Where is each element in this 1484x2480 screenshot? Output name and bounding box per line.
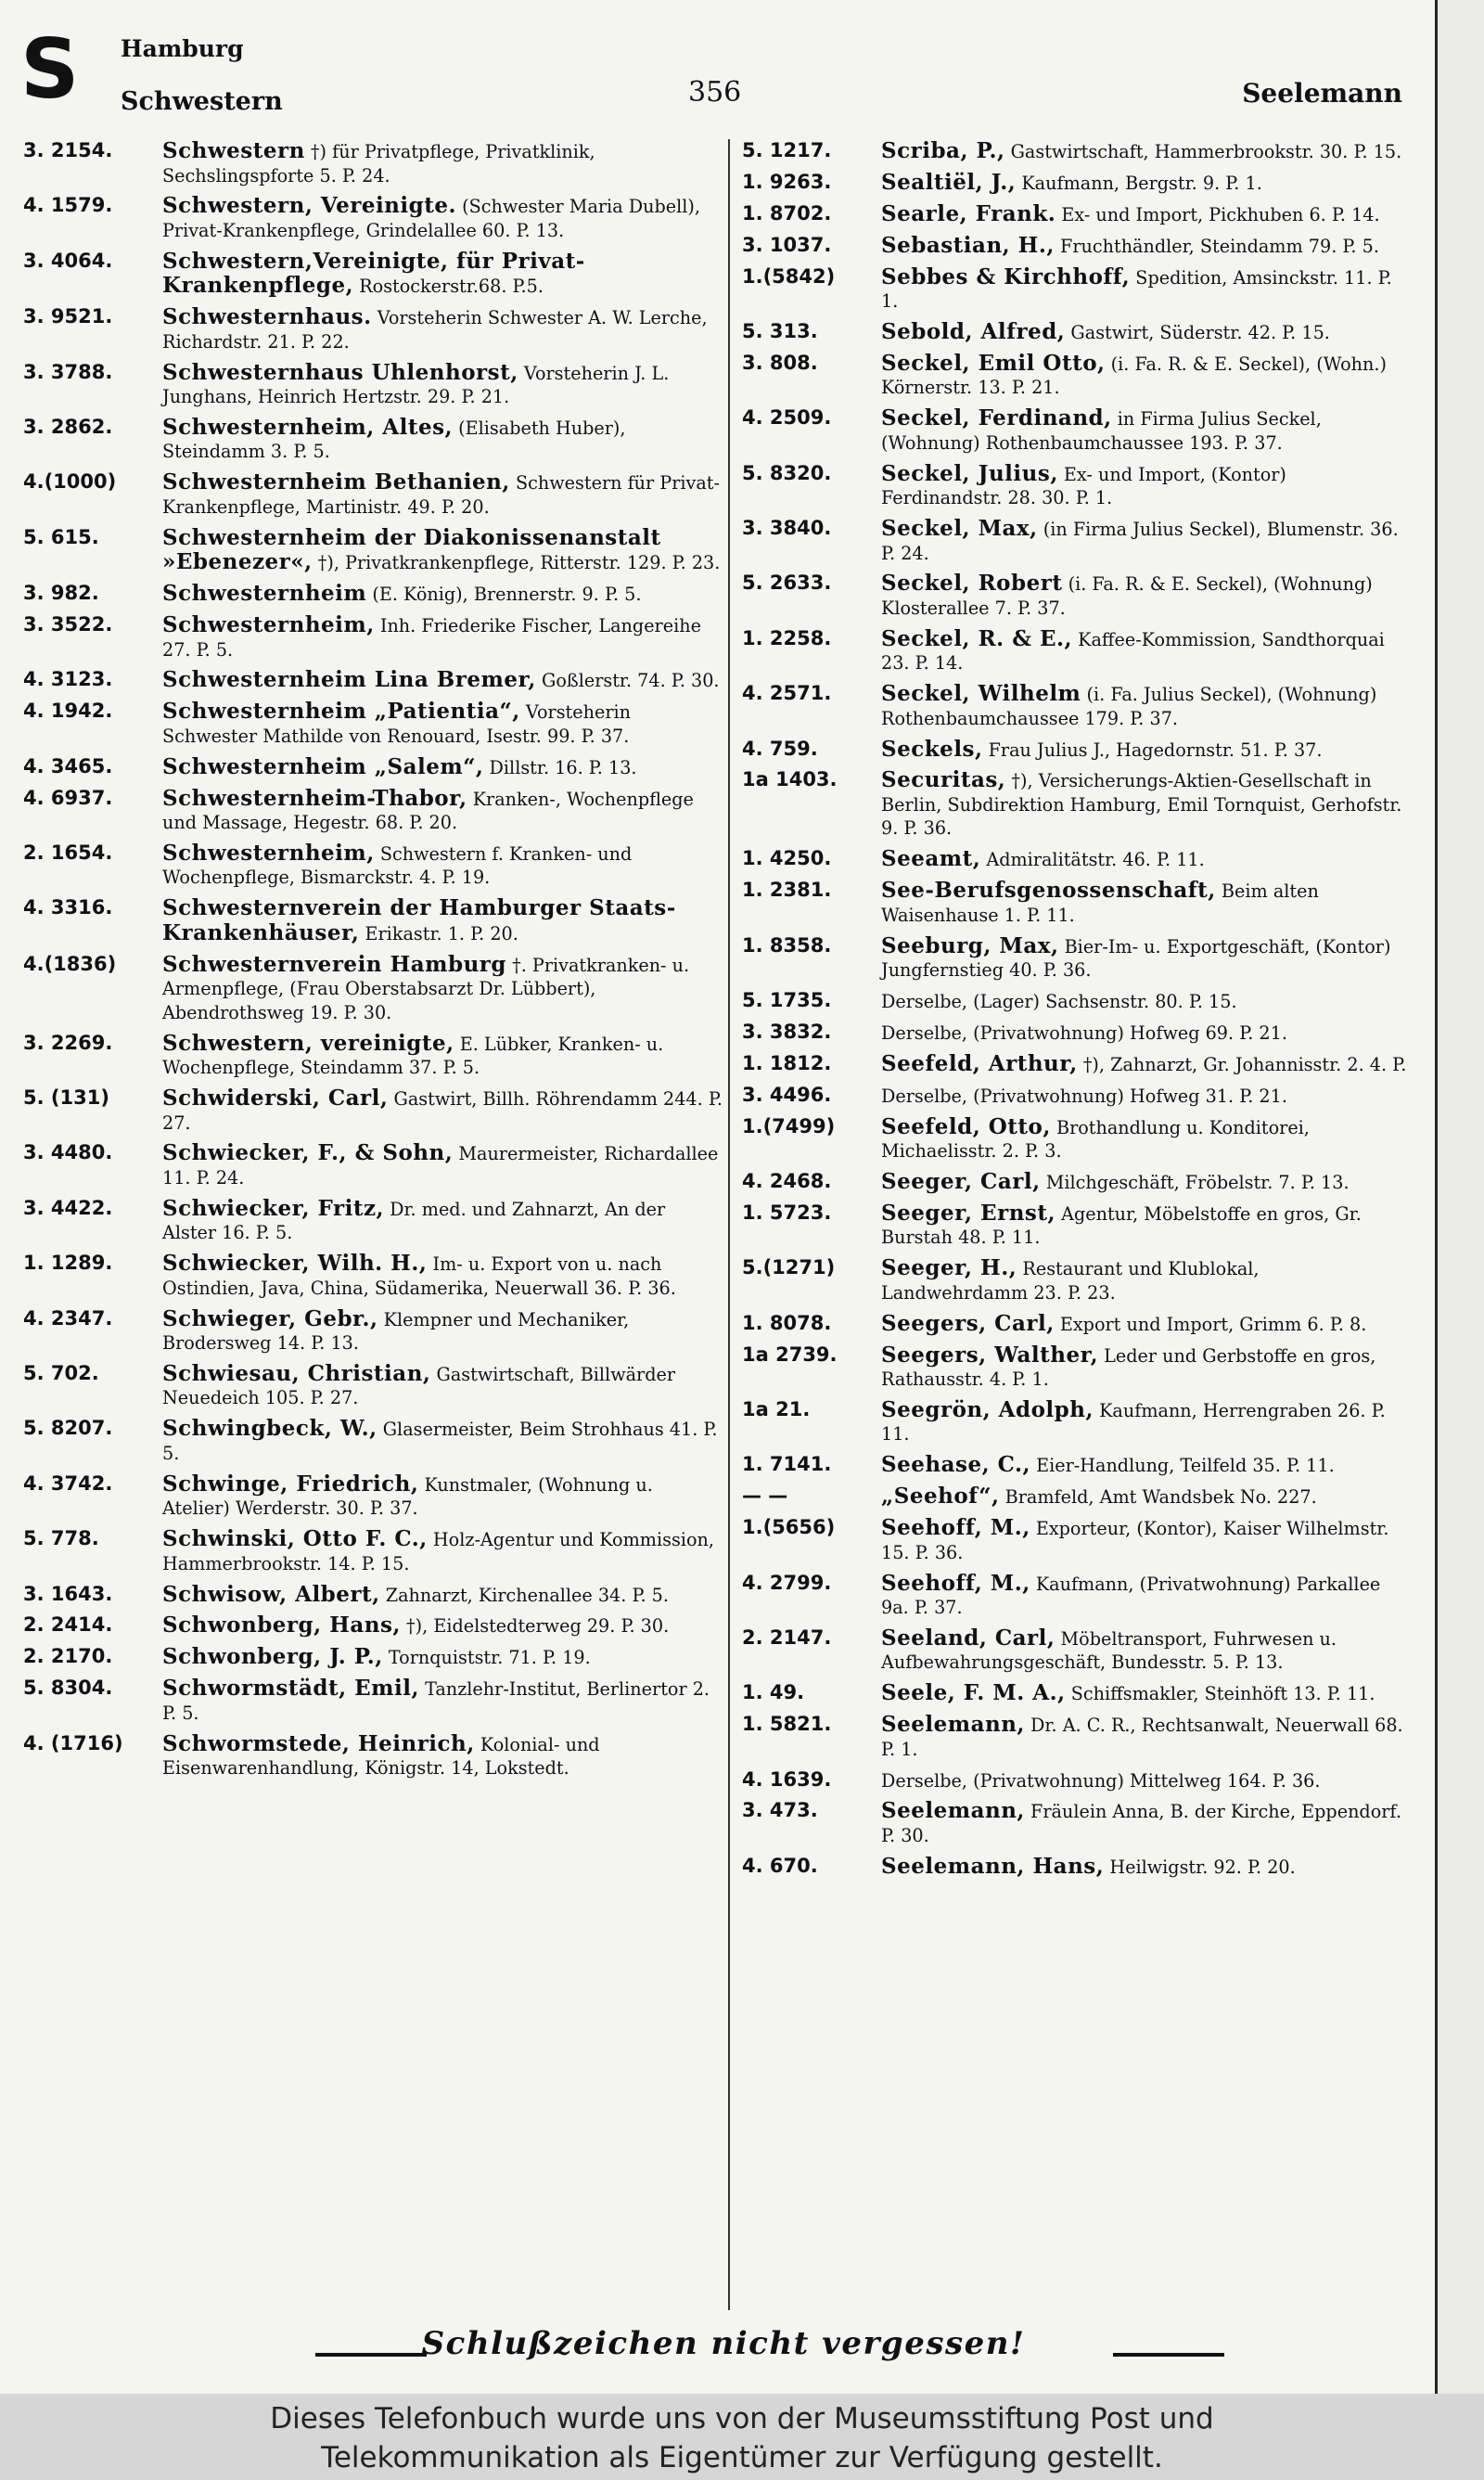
page-header bbox=[20, 21, 1402, 130]
directory-entry bbox=[742, 934, 1408, 983]
entry-name: Seeger, Carl, bbox=[881, 1168, 1041, 1194]
entry-name: Schwinge, Friedrich, bbox=[162, 1471, 419, 1497]
directory-entry bbox=[23, 1677, 723, 1725]
entry-details: †), Eidelstedterweg 29. P. 30. bbox=[400, 1615, 670, 1638]
directory-entry bbox=[23, 194, 723, 242]
entry-details: Schiffsmakler, Steinhöft 13. P. 11. bbox=[1065, 1683, 1375, 1705]
directory-entry bbox=[23, 755, 723, 780]
phone-number: 1. 49. bbox=[742, 1681, 805, 1704]
phone-number: 5. 1217. bbox=[742, 139, 832, 161]
ownership-notice bbox=[0, 2394, 1484, 2480]
directory-entry bbox=[23, 139, 723, 187]
entry-name: Schwinski, Otto F. C., bbox=[162, 1526, 428, 1552]
entry-name: Seckel, Max, bbox=[881, 516, 1038, 542]
directory-entry bbox=[742, 1713, 1408, 1761]
phone-number: 1. 5723. bbox=[742, 1201, 832, 1224]
entry-name: Seckel, Emil Otto, bbox=[881, 350, 1106, 376]
phone-number: 4. 2347. bbox=[23, 1306, 113, 1330]
phone-number: 5.(1271) bbox=[742, 1256, 836, 1279]
header-first-entry: Schwestern bbox=[121, 87, 283, 116]
phone-number: 3. 2862. bbox=[23, 415, 113, 438]
entry-name: Schwesternheim, bbox=[162, 840, 375, 866]
directory-entry bbox=[23, 787, 723, 835]
entry-name: Schwestern, vereinigte, bbox=[162, 1030, 454, 1056]
directory-entry bbox=[742, 572, 1408, 620]
phone-number: 5. 1735. bbox=[742, 989, 832, 1012]
directory-entry bbox=[742, 682, 1408, 730]
phone-number: 4. 2509. bbox=[742, 406, 832, 430]
directory-entry bbox=[742, 1626, 1408, 1675]
entry-details: Milchgeschäft, Fröbelstr. 7. P. 13. bbox=[1040, 1171, 1350, 1193]
entry-details: Schwestern für Privat-Krankenpflege, Martinistr. 49. P. 20. bbox=[162, 472, 720, 518]
entry-name: Seeger, H., bbox=[881, 1255, 1017, 1281]
entry-name: Sebastian, H., bbox=[881, 232, 1055, 258]
entry-details: Fräulein Anna, B. der Kirche, Eppendorf. P. 30. bbox=[881, 1801, 1401, 1846]
entry-name: Schwesternverein Hamburg bbox=[162, 951, 507, 977]
entry-details: (i. Fa. R. & E. Seckel), (Wohn.) Körnerstr. 13. P. 21. bbox=[881, 353, 1387, 399]
directory-entry bbox=[742, 1201, 1408, 1250]
entry-details: (Schwester Maria Dubell), Privat-Krankenpflege, Grindelallee 60. P. 13. bbox=[162, 196, 700, 241]
entry-name: Seefeld, Arthur, bbox=[881, 1050, 1078, 1076]
entry-name: Schwesternhaus. bbox=[162, 304, 372, 330]
column-divider bbox=[728, 139, 730, 2310]
entry-details: Im- u. Export von u. nach Ostindien, Java, China, Südamerika, Neuerwall 36. P. 36. bbox=[162, 1253, 676, 1299]
entry-details: Dillstr. 16. P. 13. bbox=[483, 756, 637, 778]
phone-number: 3. 1643. bbox=[23, 1582, 113, 1605]
phone-number: 4. (1716) bbox=[23, 1731, 123, 1754]
entry-name: Schwormstädt, Emil, bbox=[162, 1676, 419, 1702]
entry-details: Maurermeister, Richardallee 11. P. 24. bbox=[162, 1143, 719, 1189]
entry-name: Seckel, Wilhelm bbox=[881, 681, 1081, 707]
phone-number: 5. 8304. bbox=[23, 1677, 113, 1700]
entry-details: Klempner und Mechaniker, Brodersweg 14. P. 13. bbox=[162, 1308, 630, 1355]
phone-number: 4. 3316. bbox=[23, 896, 113, 919]
phone-number: 3. 3522. bbox=[23, 613, 113, 636]
entry-name: Schwingbeck, W., bbox=[162, 1416, 377, 1442]
entry-details: †), Privatkrankenpflege, Ritterstr. 129. P. 23. bbox=[312, 552, 721, 574]
entry-name: Seeamt, bbox=[881, 846, 981, 872]
entry-name: Schwiesau, Christian, bbox=[162, 1360, 431, 1386]
phone-number: 3. 4480. bbox=[23, 1141, 113, 1164]
entry-name: Schwiecker, Fritz, bbox=[162, 1195, 385, 1221]
directory-entry bbox=[742, 1170, 1408, 1195]
entry-details: Vorsteherin Schwester Mathilde von Renouard, Isestr. 99. P. 37. bbox=[162, 701, 631, 747]
entry-details: Kaufmann, Herrengraben 26. P. 11. bbox=[881, 1399, 1386, 1446]
entry-details: Zahnarzt, Kirchenallee 34. P. 5. bbox=[379, 1584, 669, 1606]
entry-details: Kunstmaler, (Wohnung u. Atelier) Werderstr. 30. P. 37. bbox=[162, 1473, 653, 1520]
directory-entry bbox=[742, 768, 1408, 841]
phone-number: 5. (131) bbox=[23, 1086, 109, 1110]
entry-details: Leder und Gerbstoffe en gros, Rathausstr. 4. P. 1. bbox=[881, 1344, 1376, 1391]
phone-number: 1a 1403. bbox=[742, 768, 838, 791]
directory-entry bbox=[23, 1141, 723, 1189]
directory-entry bbox=[23, 1732, 723, 1780]
entry-name: Seehase, C., bbox=[881, 1452, 1031, 1478]
directory-entry bbox=[23, 668, 723, 693]
directory-entry bbox=[23, 1583, 723, 1608]
directory-entry bbox=[742, 1453, 1408, 1478]
directory-entry bbox=[742, 1681, 1408, 1706]
phone-number: 4. 3742. bbox=[23, 1471, 113, 1495]
entry-name: Schwesternheim Bethanien, bbox=[162, 469, 510, 495]
directory-entry bbox=[742, 627, 1408, 675]
entry-details: Exporteur, (Kontor), Kaiser Wilhelmstr. 15. P. 36. bbox=[881, 1518, 1389, 1563]
directory-entry bbox=[742, 1799, 1408, 1847]
phone-number: 3. 9521. bbox=[23, 305, 113, 328]
phone-number: 3. 4064. bbox=[23, 249, 113, 272]
entry-details: †) für Privatpflege, Privatklinik, Sechslingspforte 5. P. 24. bbox=[162, 141, 595, 186]
directory-entry bbox=[23, 842, 723, 890]
entry-details: Agentur, Möbelstoffe en gros, Gr. Burstah 48. P. 11. bbox=[881, 1202, 1362, 1249]
entry-name: Searle, Frank. bbox=[881, 200, 1056, 226]
entry-name: Schwesternheim der Diakonissenanstalt »Ebenezer«, bbox=[162, 524, 661, 575]
directory-entry bbox=[742, 1084, 1408, 1109]
entry-details: Gastwirt, Billh. Röhrendamm 244. P. 27. bbox=[162, 1088, 723, 1134]
phone-number: 1. 8078. bbox=[742, 1311, 832, 1334]
phone-number: 4.(1000) bbox=[23, 470, 117, 494]
entry-name: Schwesternheim, Altes, bbox=[162, 414, 454, 440]
entry-name: Sealtiël, J., bbox=[881, 169, 1017, 195]
entry-name: Schwisow, Albert, bbox=[162, 1581, 380, 1607]
entry-details: Vorsteherin J. L. Junghans, Heinrich Hertzstr. 29. P. 21. bbox=[162, 362, 670, 408]
entry-name: Seehoff, M., bbox=[881, 1515, 1030, 1541]
phone-number: 3. 1037. bbox=[742, 233, 832, 256]
entry-details: (i. Fa. R. & E. Seckel), (Wohnung) Klosterallee 7. P. 37. bbox=[881, 573, 1373, 619]
entry-name: Schwiecker, Wilh. H., bbox=[162, 1251, 428, 1277]
entry-name: Schwormstede, Heinrich, bbox=[162, 1730, 475, 1756]
directory-entry bbox=[23, 1472, 723, 1521]
directory-entry bbox=[742, 406, 1408, 455]
entry-name: Seegrön, Adolph, bbox=[881, 1396, 1094, 1422]
directory-entry bbox=[742, 1052, 1408, 1077]
phone-number: 1. 9263. bbox=[742, 170, 832, 193]
entry-details: Kaufmann, (Privatwohnung) Parkallee 9a. P. 37. bbox=[881, 1573, 1381, 1618]
phone-number: 2. 2147. bbox=[742, 1625, 832, 1649]
phone-number: 4. 2571. bbox=[742, 682, 832, 705]
entry-details: (E. König), Brennerstr. 9. P. 5. bbox=[366, 584, 642, 606]
entry-name: „Seehof“, bbox=[881, 1484, 1000, 1510]
directory-entry bbox=[742, 1115, 1408, 1163]
entry-details: Ex- und Import, Pickhuben 6. P. 14. bbox=[1055, 203, 1380, 225]
page-edge bbox=[1435, 0, 1484, 2394]
phone-number: 1. 4250. bbox=[742, 847, 832, 870]
directory-entry bbox=[742, 265, 1408, 314]
entry-details: (in Firma Julius Seckel), Blumenstr. 36. P. 24. bbox=[881, 519, 1399, 564]
entry-details: Spedition, Amsinckstr. 11. P. 1. bbox=[881, 266, 1392, 313]
entry-details: †), Zahnarzt, Gr. Johannisstr. 2. 4. P. bbox=[1077, 1053, 1407, 1075]
directory-entry bbox=[742, 139, 1408, 164]
directory-entry bbox=[23, 896, 723, 945]
entry-details: (Elisabeth Huber), Steindamm 3. P. 5. bbox=[162, 417, 626, 463]
entry-details: Holz-Agentur und Kommission, Hammerbrookstr. 14. P. 15. bbox=[162, 1529, 714, 1574]
phone-number: 1. 1289. bbox=[23, 1252, 113, 1275]
directory-entry bbox=[742, 320, 1408, 345]
entry-details: Derselbe, (Privatwohnung) Mittelweg 164. P. 36. bbox=[881, 1769, 1321, 1792]
phone-number: 3. 2154. bbox=[23, 139, 113, 161]
directory-entry bbox=[742, 1343, 1408, 1392]
phone-number: 3. 808. bbox=[742, 351, 818, 374]
entry-name: Seele, F. M. A., bbox=[881, 1680, 1066, 1706]
phone-number: 5. 2633. bbox=[742, 572, 832, 595]
entry-name: Sebold, Alfred, bbox=[881, 318, 1066, 344]
phone-number: 5. 702. bbox=[23, 1361, 99, 1384]
phone-number: 1. 8358. bbox=[742, 933, 832, 957]
entry-details: Beim alten Waisenhause 1. P. 11. bbox=[881, 880, 1319, 926]
phone-number: 5. 778. bbox=[23, 1527, 99, 1550]
phone-number: 5. 313. bbox=[742, 319, 818, 342]
entry-name: Schwonberg, Hans, bbox=[162, 1613, 401, 1638]
entry-name: Schwesternheim „Patientia“, bbox=[162, 699, 520, 725]
phone-number: 3. 4422. bbox=[23, 1196, 113, 1219]
entry-details: Kaufmann, Bergstr. 9. P. 1. bbox=[1016, 172, 1262, 194]
entry-name: Schwesternhaus Uhlenhorst, bbox=[162, 359, 518, 385]
directory-entry bbox=[23, 700, 723, 748]
entry-details: †), Versicherungs-Aktien-Gesellschaft in Berlin, Subdirektion Hamburg, Emil Tornquist, Gerhofstr. 9. P. 36. bbox=[881, 770, 1402, 840]
phone-number: 3. 3840. bbox=[742, 517, 832, 540]
entry-details: Heilwigstr. 92. P. 20. bbox=[1104, 1856, 1296, 1878]
directory-entry bbox=[742, 1256, 1408, 1304]
footer-rule-right bbox=[1113, 2353, 1224, 2357]
entry-name: Schwieger, Gebr., bbox=[162, 1305, 378, 1331]
phone-number: 4. 3465. bbox=[23, 754, 113, 777]
phone-number: 1.(5656) bbox=[742, 1516, 836, 1539]
directory-entry bbox=[23, 1645, 723, 1670]
entry-name: Seeburg, Max, bbox=[881, 932, 1059, 958]
directory-entry bbox=[23, 613, 723, 662]
directory-entry bbox=[742, 1516, 1408, 1564]
phone-number: 5. 615. bbox=[23, 525, 99, 548]
entry-name: Seegers, Carl, bbox=[881, 1310, 1055, 1336]
entry-name: Schwiecker, F., & Sohn, bbox=[162, 1140, 454, 1166]
directory-entry bbox=[23, 526, 723, 575]
entry-details: Derselbe, (Privatwohnung) Hofweg 31. P. 21. bbox=[881, 1085, 1287, 1107]
directory-entry bbox=[23, 582, 723, 607]
left-column bbox=[23, 139, 723, 2310]
phone-number: 2. 1654. bbox=[23, 841, 113, 864]
directory-entry bbox=[23, 250, 723, 299]
directory-entry bbox=[742, 1484, 1408, 1510]
entry-details: †. Privatkranken- u. Armenpflege, (Frau Oberstabsarzt Dr. Lübbert), Abendrothsweg 19. P. 30. bbox=[162, 954, 690, 1023]
entry-details: Frau Julius J., Hagedornstr. 51. P. 37. bbox=[982, 739, 1323, 761]
phone-number: 3. 982. bbox=[23, 582, 99, 605]
entry-details: Dr. med. und Zahnarzt, An der Alster 16. P. 5. bbox=[162, 1198, 666, 1244]
directory-entry bbox=[742, 1312, 1408, 1337]
phone-number: 3. 473. bbox=[742, 1799, 818, 1822]
directory-entry bbox=[742, 1855, 1408, 1880]
directory-entry bbox=[742, 352, 1408, 400]
entry-name: Schwesternheim-Thabor, bbox=[162, 785, 467, 811]
phone-number: 3. 4496. bbox=[742, 1083, 832, 1106]
entry-name: Schwesternverein der Hamburger Staats-Krankenhäuser, bbox=[162, 895, 676, 945]
phone-number: 4.(1836) bbox=[23, 952, 117, 975]
entry-name: Schwestern, Vereinigte. bbox=[162, 193, 456, 219]
entry-details: Erikastr. 1. P. 20. bbox=[359, 922, 518, 944]
directory-entry bbox=[23, 1613, 723, 1638]
entry-details: Restaurant und Klublokal, Landwehrdamm 23. P. 23. bbox=[881, 1258, 1260, 1304]
phone-number: 1a 2739. bbox=[742, 1343, 838, 1366]
directory-entry bbox=[23, 1527, 723, 1575]
entry-name: Seckels, bbox=[881, 736, 983, 762]
phone-number: 1. 8702. bbox=[742, 201, 832, 225]
entry-details: Vorsteherin Schwester A. W. Lerche, Richardstr. 21. P. 22. bbox=[162, 307, 708, 353]
directory-entry bbox=[23, 1086, 723, 1135]
entry-name: Schwonberg, J. P., bbox=[162, 1644, 383, 1670]
directory-entry bbox=[23, 1417, 723, 1465]
phone-number: 5. 8207. bbox=[23, 1417, 113, 1440]
phone-number: — — bbox=[742, 1484, 788, 1508]
directory-entry bbox=[23, 953, 723, 1025]
directory-entry bbox=[742, 1398, 1408, 1446]
entry-name: Seegers, Walther, bbox=[881, 1342, 1099, 1368]
directory-entry bbox=[23, 1307, 723, 1356]
entry-details: Fruchthändler, Steindamm 79. P. 5. bbox=[1054, 235, 1379, 257]
entry-name: Schwesternheim, bbox=[162, 612, 375, 638]
entry-details: Inh. Friederike Fischer, Langereihe 27. P. 5. bbox=[162, 615, 701, 661]
phone-number: 3. 3788. bbox=[23, 360, 113, 383]
directory-entry bbox=[742, 847, 1408, 872]
directory-entry bbox=[23, 1197, 723, 1245]
phone-number: 1.(5842) bbox=[742, 264, 836, 288]
directory-entry bbox=[742, 171, 1408, 196]
phone-number: 4. 6937. bbox=[23, 786, 113, 809]
entry-details: Brothandlung u. Konditorei, Michaelisstr. 2. P. 3. bbox=[881, 1116, 1310, 1163]
entry-details: Gastwirtschaft, Hammerbrookstr. 30. P. 15. bbox=[1004, 141, 1402, 162]
entry-details: Bramfeld, Amt Wandsbek No. 227. bbox=[999, 1486, 1317, 1509]
entry-name: See-Berufsgenossenschaft, bbox=[881, 878, 1216, 904]
entry-name: Seckel, Robert bbox=[881, 571, 1063, 597]
entry-name: Securitas, bbox=[881, 767, 1006, 793]
entry-name: Seefeld, Otto, bbox=[881, 1113, 1051, 1139]
directory-entry bbox=[23, 1032, 723, 1080]
directory-entry bbox=[742, 1768, 1408, 1793]
entry-details: Schwestern f. Kranken- und Wochenpflege, Bismarckstr. 4. P. 19. bbox=[162, 842, 633, 889]
entry-name: Seehoff, M., bbox=[881, 1570, 1030, 1596]
entry-details: Kaffee-Kommission, Sandthorquai 23. P. 14. bbox=[881, 628, 1385, 675]
directory-entry bbox=[742, 234, 1408, 259]
entry-name: Seckel, Julius, bbox=[881, 460, 1058, 486]
phone-number: 1. 7141. bbox=[742, 1453, 832, 1476]
header-city: Hamburg bbox=[121, 35, 244, 62]
right-column bbox=[742, 139, 1408, 2310]
phone-number: 5. 8320. bbox=[742, 461, 832, 484]
entry-name: Schwesternheim bbox=[162, 581, 367, 607]
entry-details: in Firma Julius Seckel, (Wohnung) Rothenbaumchaussee 193. P. 37. bbox=[881, 408, 1322, 454]
entry-details: (i. Fa. Julius Seckel), (Wohnung) Rothenbaumchaussee 179. P. 37. bbox=[881, 684, 1377, 729]
entry-details: Rostockerstr.68. P.5. bbox=[353, 276, 544, 298]
entry-name: Sebbes & Kirchhoff, bbox=[881, 263, 1131, 289]
phone-number: 1. 2258. bbox=[742, 626, 832, 649]
entry-details: Möbeltransport, Fuhrwesen u. Aufbewahrungsgeschäft, Bundesstr. 5. P. 13. bbox=[881, 1627, 1337, 1674]
directory-entry bbox=[23, 361, 723, 409]
phone-number: 1. 2381. bbox=[742, 879, 832, 902]
directory-entry bbox=[23, 1252, 723, 1300]
section-letter: S bbox=[20, 21, 80, 117]
entry-details: Gastwirtschaft, Billwärder Neuedeich 105. P. 27. bbox=[162, 1363, 676, 1409]
entry-name: Schwesternheim Lina Bremer, bbox=[162, 667, 536, 693]
phone-number: 3. 3832. bbox=[742, 1020, 832, 1043]
notice-line-1: Dieses Telefonbuch wurde uns von der Museumsstiftung Post und bbox=[270, 2402, 1214, 2435]
entry-details: Bier-Im- u. Exportgeschäft, (Kontor) Jungfernstieg 40. P. 36. bbox=[881, 935, 1391, 982]
entry-name: Seeger, Ernst, bbox=[881, 1200, 1056, 1226]
entry-details: E. Lübker, Kranken- u. Wochenpflege, Steindamm 37. P. 5. bbox=[162, 1033, 664, 1079]
directory-entry bbox=[742, 879, 1408, 927]
directory-entry bbox=[742, 517, 1408, 565]
entry-name: Seckel, R. & E., bbox=[881, 625, 1073, 651]
entry-name: Seelemann, bbox=[881, 1798, 1025, 1824]
phone-number: 3. 2269. bbox=[23, 1031, 113, 1054]
phone-number: 4. 759. bbox=[742, 737, 818, 760]
entry-details: Ex- und Import, (Kontor) Ferdinandstr. 28. 30. P. 1. bbox=[881, 463, 1286, 509]
notice-line-2: Telekommunikation als Eigentümer zur Verfügung gestellt. bbox=[321, 2441, 1163, 2474]
phone-number: 1a 21. bbox=[742, 1397, 811, 1420]
entry-name: Schwiderski, Carl, bbox=[162, 1086, 389, 1112]
phone-number: 2. 2170. bbox=[23, 1645, 113, 1668]
entry-details: Eier-Handlung, Teilfeld 35. P. 11. bbox=[1030, 1455, 1335, 1477]
footer-reminder: Schlußzeichen nicht vergessen! bbox=[421, 2325, 1026, 2362]
directory-entry bbox=[742, 462, 1408, 510]
entry-details: Glasermeister, Beim Strohhaus 41. P. 5. bbox=[162, 1419, 718, 1464]
entry-name: Seckel, Ferdinand, bbox=[881, 405, 1112, 431]
directory-entry bbox=[23, 305, 723, 353]
phone-number: 4. 1639. bbox=[742, 1767, 832, 1791]
entry-details: Tornquiststr. 71. P. 19. bbox=[382, 1647, 591, 1669]
directory-entry bbox=[23, 416, 723, 464]
directory-entry bbox=[742, 1572, 1408, 1620]
page-footer bbox=[0, 2312, 1447, 2368]
header-last-entry: Seelemann bbox=[1242, 78, 1402, 109]
entry-name: Scriba, P., bbox=[881, 139, 1005, 163]
entry-name: Seelemann, bbox=[881, 1712, 1025, 1738]
phone-number: 1. 1812. bbox=[742, 1051, 832, 1074]
directory-entry bbox=[742, 989, 1408, 1014]
phone-number: 4. 1579. bbox=[23, 194, 113, 217]
directory-entry bbox=[742, 738, 1408, 763]
entry-details: Goßlerstr. 74. P. 30. bbox=[535, 670, 720, 692]
entry-name: Schwestern bbox=[162, 139, 305, 163]
phone-number: 1.(7499) bbox=[742, 1114, 836, 1137]
phone-number: 4. 3123. bbox=[23, 668, 113, 691]
page-number: 356 bbox=[688, 76, 742, 109]
directory-entry bbox=[742, 202, 1408, 227]
phone-number: 4. 2468. bbox=[742, 1169, 832, 1192]
entry-details: Dr. A. C. R., Rechtsanwalt, Neuerwall 68. P. 1. bbox=[881, 1715, 1403, 1760]
entry-details: Tanzlehr-Institut, Berlinertor 2. P. 5. bbox=[162, 1678, 710, 1724]
phone-number: 4. 2799. bbox=[742, 1571, 832, 1594]
directory-entry bbox=[23, 1362, 723, 1410]
entry-details: Kolonial- und Eisenwarenhandlung, Königstr. 14, Lokstedt. bbox=[162, 1733, 600, 1780]
entry-details: Admiralitätstr. 46. P. 11. bbox=[980, 849, 1205, 871]
entry-name: Seeland, Carl, bbox=[881, 1625, 1055, 1651]
entry-name: Seelemann, Hans, bbox=[881, 1853, 1105, 1879]
entry-details: Kranken-, Wochenpflege und Massage, Hegestr. 68. P. 20. bbox=[162, 788, 694, 834]
entry-name: Schwestern,Vereinigte, für Privat-Krankenpflege, bbox=[162, 248, 585, 299]
directory-entry bbox=[23, 470, 723, 519]
phone-number: 4. 670. bbox=[742, 1854, 818, 1877]
entry-details: Gastwirt, Süderstr. 42. P. 15. bbox=[1065, 321, 1330, 343]
phone-number: 1. 5821. bbox=[742, 1713, 832, 1736]
entry-details: Derselbe, (Privatwohnung) Hofweg 69. P. 21. bbox=[881, 1022, 1287, 1044]
entry-name: Schwesternheim „Salem“, bbox=[162, 753, 484, 779]
entry-details: Derselbe, (Lager) Sachsenstr. 80. P. 15. bbox=[881, 991, 1237, 1013]
directory-entry bbox=[742, 1021, 1408, 1046]
entry-details: Export und Import, Grimm 6. P. 8. bbox=[1054, 1313, 1367, 1335]
phone-number: 4. 1942. bbox=[23, 700, 113, 723]
phone-number: 2. 2414. bbox=[23, 1613, 113, 1637]
